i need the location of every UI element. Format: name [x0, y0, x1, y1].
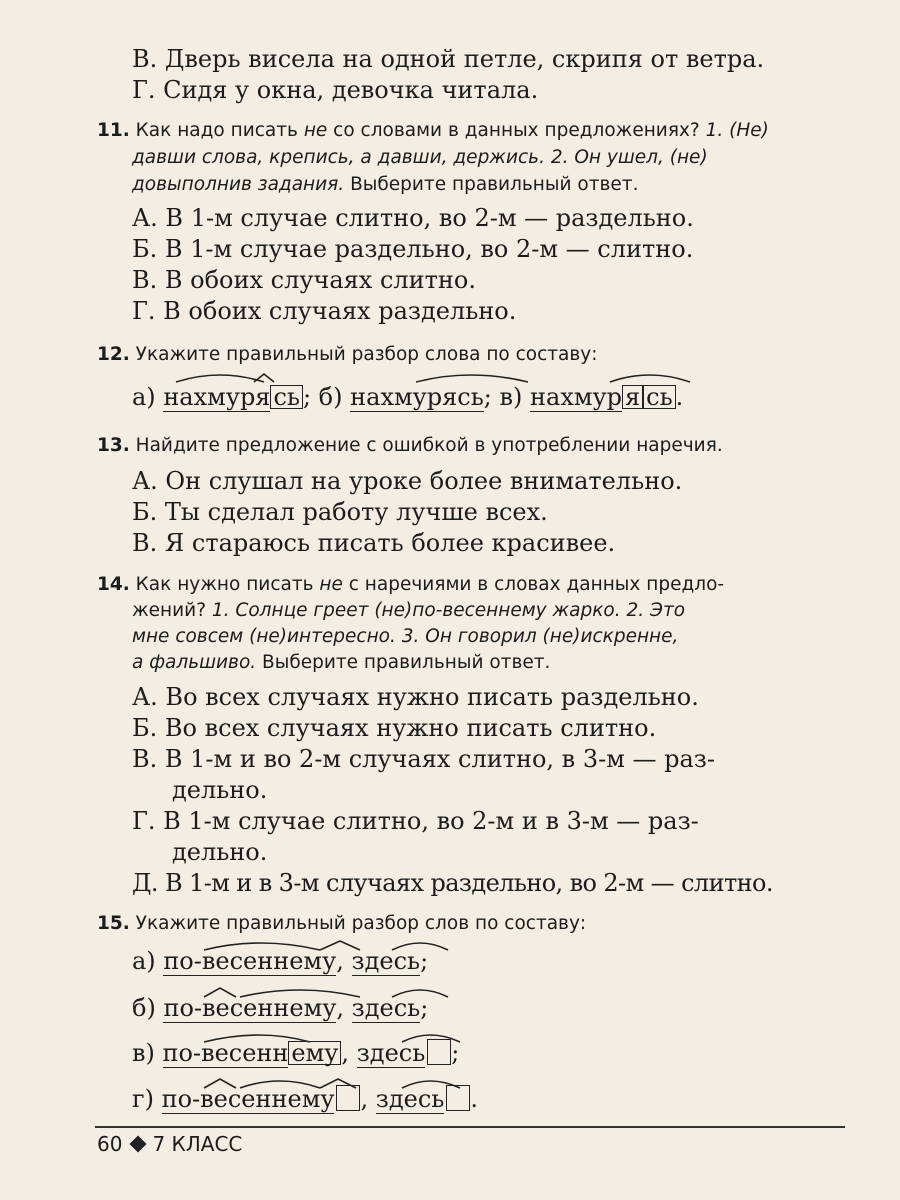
word-a-ending: сь	[270, 385, 303, 409]
root-arc-c	[610, 375, 690, 382]
answer-14-g-cont: дельно.	[172, 838, 268, 866]
answer-14-a: А. Во всех случаях нужно писать раздельно.	[132, 683, 699, 711]
empty-ending-box	[446, 1085, 470, 1111]
answer-14-d: Д. В 1-м и в 3-м случаях раздельно, во 2-м — слитно.	[132, 869, 773, 897]
root-arc-a	[176, 375, 264, 382]
word-c-stem: нахмур	[530, 383, 623, 411]
answer-11-v: В. В обоих случаях слитно.	[132, 266, 476, 294]
question-14-line4: а фальшиво. Выберите правильный ответ.	[132, 652, 551, 673]
root-arc-b	[416, 375, 528, 382]
footer-divider	[95, 1126, 845, 1128]
question-15: 15. Укажите правильный разбор слов по составу:	[97, 913, 587, 934]
question-11-line3: довыполнив задания. Выберите правильный ответ.	[132, 174, 639, 195]
question-12: 12. Укажите правильный разбор слова по составу:	[97, 344, 598, 365]
word-c-ending: сь	[643, 385, 676, 409]
question-14-line2: жений? 1. Солнце греет (не)по-весеннему жарко. 2. Это	[132, 600, 686, 621]
word-b: нахмурясь	[350, 383, 484, 411]
answer-13-a: А. Он слушал на уроке более внимательно.	[132, 467, 683, 495]
word-c-suffix: я	[622, 385, 643, 409]
word-a-stem: нахмуря	[163, 383, 271, 411]
question-11-line2: давши слова, крепись, а давши, держись. 2. Он ушел, (не)	[132, 147, 708, 168]
answer-11-a: А. В 1-м случае слитно, во 2-м — раздельно.	[132, 204, 694, 232]
option-g-prev: Г. Сидя у окна, девочка читала.	[132, 76, 539, 104]
answer-15-v: в) по-весенн ему , здесь ;	[132, 1039, 460, 1067]
answer-14-v-cont: дельно.	[172, 776, 268, 804]
answer-12-options: а) нахмуря сь ; б) нахмурясь; в) нахмур я сь .	[132, 383, 684, 411]
empty-ending-box	[336, 1085, 360, 1111]
empty-ending-box	[427, 1039, 451, 1065]
diamond-icon	[130, 1136, 147, 1153]
answer-15-b: б) по-весеннему, здесь;	[132, 994, 429, 1022]
answer-13-b: Б. Ты сделал работу лучше всех.	[132, 498, 548, 526]
suffix-mark-a	[254, 374, 274, 382]
answer-15-a: а) по-весеннему, здесь;	[132, 947, 429, 975]
question-13: 13. Найдите предложение с ошибкой в употреблении наречия.	[97, 435, 723, 456]
ending-box: ему	[288, 1041, 341, 1065]
answer-11-b: Б. В 1-м случае раздельно, во 2-м — слитно.	[132, 235, 694, 263]
answer-11-g: Г. В обоих случаях раздельно.	[132, 297, 517, 325]
answer-14-b: Б. Во всех случаях нужно писать слитно.	[132, 714, 657, 742]
question-number: 11.	[97, 120, 130, 141]
page-number: 60	[97, 1132, 123, 1156]
section-title: 7 КЛАСС	[152, 1132, 243, 1156]
question-14-line3: мне совсем (не)интересно. 3. Он говорил (не)искренне,	[132, 626, 679, 647]
question-11-line1: 11. Как надо писать не со словами в данных предложениях? 1. (Не)	[97, 120, 769, 141]
answer-14-v: В. В 1-м и во 2-м случаях слитно, в 3-м — раз-	[132, 745, 715, 773]
option-v-prev: В. Дверь висела на одной петле, скрипя от ветра.	[132, 45, 765, 73]
page-footer	[97, 1132, 242, 1156]
answer-13-v: В. Я стараюсь писать более красивее.	[132, 529, 616, 557]
answer-14-g: Г. В 1-м случае слитно, во 2-м и в 3-м — раз-	[132, 807, 699, 835]
answer-15-g: г) по-весеннему , здесь .	[132, 1085, 478, 1113]
question-14-line1: 14. Как нужно писать не с наречиями в словах данных предло-	[97, 574, 725, 595]
